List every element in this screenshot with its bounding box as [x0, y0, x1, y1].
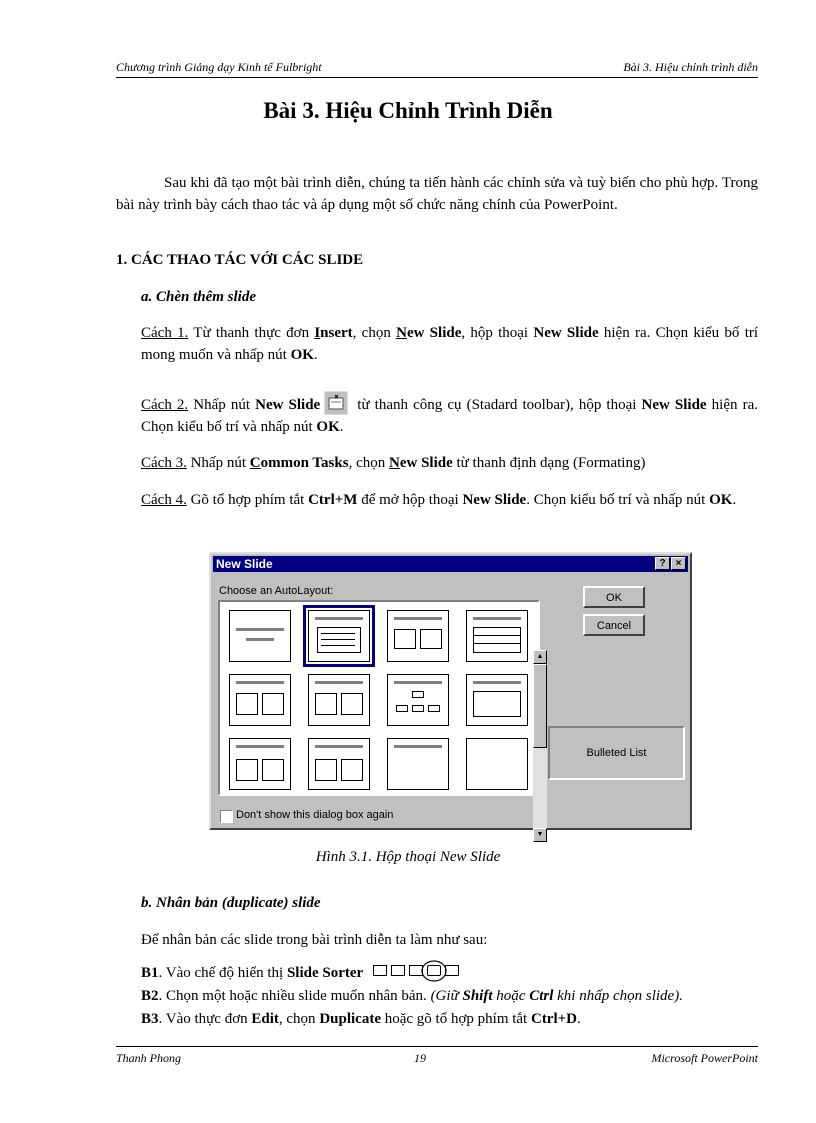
text: . Chọn kiểu bố trí và nhấp nút [526, 492, 710, 508]
subheading-b: b. Nhân bản (duplicate) slide [141, 895, 321, 911]
new-slide-ref: New Slide [462, 492, 527, 508]
layout-preview-label: Bulleted List [548, 726, 685, 780]
new-slide-ref: New Slide [255, 397, 321, 413]
text: hoặc gõ tổ hợp phím tắt [380, 1011, 531, 1027]
shift-key: Shift [462, 988, 493, 1004]
layout-chart[interactable] [466, 674, 528, 726]
text: . Chọn một hoặc nhiều slide muốn nhân bản. [158, 988, 431, 1004]
layout-clipart-text[interactable] [308, 738, 370, 790]
text: Gõ tổ hợp phím tắt [186, 492, 309, 508]
intro-paragraph: Sau khi đã tạo một bài trình diễn, chúng ta tiến hành các chỉnh sửa và tuỳ biến cho phù hợp. Trong bài này trình bày cách thao tác và áp dụng một số chức năng chính của PowerPoint. [116, 175, 758, 213]
footer-rule [116, 1046, 758, 1047]
layout-org-chart[interactable] [387, 674, 449, 726]
layout-scrollbar[interactable] [533, 650, 547, 842]
section-heading: 1. CÁC THAO TÁC VỚI CÁC SLIDE [116, 252, 364, 268]
method-2-label: Cách 2. [141, 397, 189, 413]
cancel-button[interactable]: Cancel [583, 614, 645, 636]
step-b3 [141, 1008, 758, 1030]
ok-ref: OK [316, 419, 340, 435]
text: , hộp thoại [461, 325, 534, 341]
method-2 [141, 391, 758, 438]
dialog-title-bar [213, 556, 688, 572]
method-1 [141, 322, 758, 366]
text: . [313, 347, 318, 363]
layout-title-only[interactable] [387, 738, 449, 790]
header-rule [116, 77, 758, 78]
step-key: B1 [141, 965, 159, 981]
new-slide-cmd: New Slide [396, 325, 462, 341]
text: . Vào thực đơn [158, 1011, 252, 1027]
close-icon[interactable]: × [671, 557, 686, 570]
method-3-label: Cách 3. [141, 455, 187, 471]
layout-chart-text[interactable] [308, 674, 370, 726]
text: từ thanh định dạng (Formating) [452, 455, 646, 471]
page-title: Bài 3. Hiệu Chỉnh Trình Diễn [263, 98, 553, 123]
dialog-title: New Slide [216, 557, 273, 571]
step-b2 [141, 985, 758, 1007]
figure-caption: Hình 3.1. Hộp thoại New Slide [315, 849, 501, 865]
scroll-down-icon[interactable]: ▼ [533, 828, 547, 842]
text: để mở hộp thoại [357, 492, 463, 508]
layout-text-clipart[interactable] [229, 738, 291, 790]
text: (Giữ [430, 988, 463, 1004]
page-number: 19 [414, 1051, 426, 1065]
text: . [577, 1011, 581, 1027]
step-b1 [141, 962, 758, 984]
new-slide-ref: New Slide [388, 455, 453, 471]
layout-two-column-text[interactable] [387, 610, 449, 662]
shortcut-ref: Ctrl+D [530, 1011, 578, 1027]
method-4 [141, 489, 758, 511]
duplicate-ref: Duplicate [319, 1011, 381, 1027]
text: , chọn [352, 325, 397, 341]
new-slide-ref: New Slide [641, 397, 707, 413]
ok-ref: OK [709, 492, 733, 508]
text: . [339, 419, 344, 435]
footer-left: Thanh Phong [116, 1051, 182, 1065]
header-right: Bài 3. Hiệu chỉnh trình diễn [623, 60, 758, 74]
layout-blank[interactable] [466, 738, 528, 790]
method-3 [141, 452, 758, 474]
ok-ref: OK [290, 347, 314, 363]
text: . [732, 492, 737, 508]
header-left: Chương trình Giảng dạy Kinh tế Fulbright [116, 60, 322, 74]
text: hiện ra. Chọn kiểu bố trí mong muốn và nhấp nút [141, 325, 759, 363]
ctrl-key: Ctrl [529, 988, 554, 1004]
step-key: B2 [141, 988, 159, 1004]
layout-title-slide[interactable] [229, 610, 291, 662]
step-key: B3 [141, 1011, 159, 1027]
ok-button[interactable]: OK [583, 586, 645, 608]
text: , chọn [278, 1011, 320, 1027]
view-buttons-icon [371, 963, 463, 979]
layout-table[interactable] [466, 610, 528, 662]
edit-menu-ref: Edit [251, 1011, 279, 1027]
shortcut-ref: Ctrl+M [308, 492, 358, 508]
common-tasks-ref: Common Tasks [249, 455, 349, 471]
layout-text-chart[interactable] [229, 674, 291, 726]
text: hoặc [492, 988, 530, 1004]
slide-sorter-ref: Slide Sorter [286, 965, 364, 981]
text: Từ thanh thực đơn [188, 325, 315, 341]
method-4-label: Cách 4. [141, 492, 187, 508]
new-slide-toolbar-icon [324, 391, 348, 415]
help-icon[interactable]: ? [655, 557, 670, 570]
footer-right: Microsoft PowerPoint [651, 1051, 758, 1065]
dont-show-label[interactable]: Don't show this dialog box again [236, 809, 394, 821]
text: từ thanh công cụ (Stadard toolbar), hộp thoại [352, 397, 642, 413]
duplicate-intro: Để nhân bản các slide trong bài trình diễn ta làm như sau: [141, 932, 488, 948]
insert-menu: Insert [314, 325, 353, 341]
new-slide-dialog [209, 552, 692, 838]
scroll-up-icon[interactable]: ▲ [533, 650, 547, 664]
layout-bulleted-list[interactable] [308, 610, 370, 662]
text: hiện ra. Chọn kiểu bố trí và nhấp nút [141, 397, 759, 435]
method-1-label: Cách 1. [141, 325, 189, 341]
text: Nhấp nút [186, 455, 250, 471]
text: khi nhấp chọn slide). [553, 988, 683, 1004]
text: , chọn [348, 455, 389, 471]
dont-show-checkbox[interactable] [220, 810, 233, 823]
scroll-thumb[interactable] [533, 664, 547, 748]
new-slide-dialog-ref: New Slide [533, 325, 599, 341]
subheading-a: a. Chèn thêm slide [141, 289, 257, 305]
choose-autolayout-label: Choose an AutoLayout: [219, 585, 334, 597]
text: . Vào chế độ hiển thị [158, 965, 287, 981]
text: Nhấp nút [188, 397, 256, 413]
